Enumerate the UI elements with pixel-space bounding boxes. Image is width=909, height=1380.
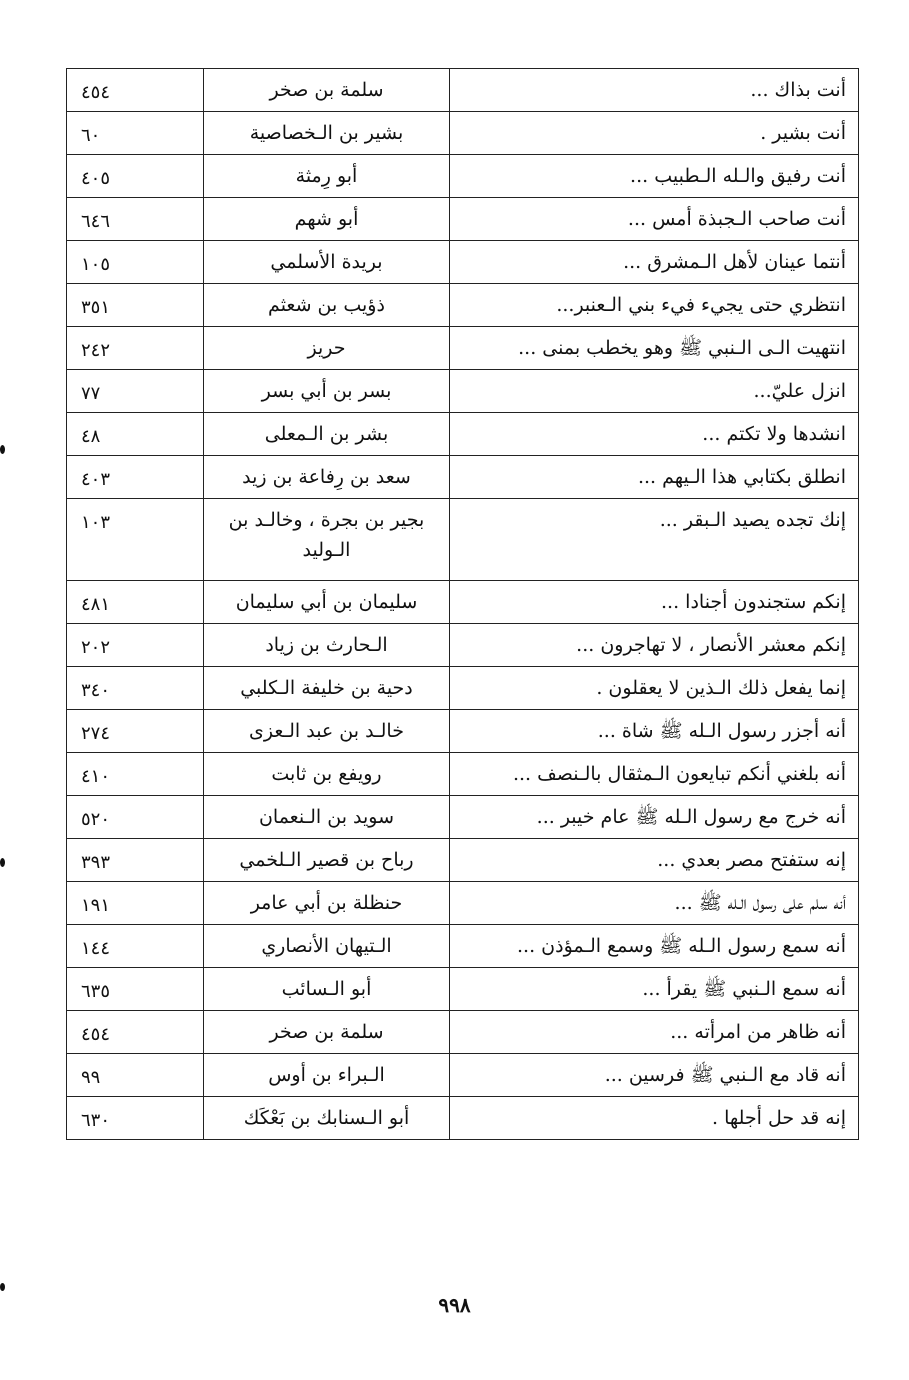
page-reference: ٤٨١ bbox=[67, 581, 204, 624]
table-row bbox=[67, 667, 859, 710]
narrator-name: رباح بن قصير الـلخمي bbox=[204, 839, 450, 882]
hadith-opening-text: أنه أجزر رسول الـله ﷺ شاة ... bbox=[450, 710, 859, 753]
margin-ink-dot bbox=[0, 858, 5, 867]
narrator-name: أبو شهم bbox=[204, 198, 450, 241]
table-row bbox=[67, 198, 859, 241]
page-reference: ٥٢٠ bbox=[67, 796, 204, 839]
hadith-opening-text: أنه ظاهر من امرأته ... bbox=[450, 1011, 859, 1054]
hadith-opening-text: أنت بشير . bbox=[450, 112, 859, 155]
table-row bbox=[67, 1097, 859, 1140]
page-reference: ٤٥٤ bbox=[67, 69, 204, 112]
narrator-name: أبو رِمثة bbox=[204, 155, 450, 198]
page-reference: ٤٨ bbox=[67, 413, 204, 456]
hadith-opening-text: أنه سمع الـنبي ﷺ يقرأ ... bbox=[450, 968, 859, 1011]
page-reference: ٤٠٣ bbox=[67, 456, 204, 499]
hadith-opening-text: أنه خرج مع رسول الـله ﷺ عام خيبر ... bbox=[450, 796, 859, 839]
table-row bbox=[67, 284, 859, 327]
page-number: ٩٩٨ bbox=[438, 1293, 471, 1317]
narrator-name: الـتيهان الأنصاري bbox=[204, 925, 450, 968]
table-body bbox=[67, 69, 859, 1140]
narrator-name: سويد بن الـنعمان bbox=[204, 796, 450, 839]
hadith-opening-text: أنه بلغني أنكم تبايعون الـمثقال بالـنصف ... bbox=[450, 753, 859, 796]
hadith-opening-text: أنت صاحب الـجبذة أمس ... bbox=[450, 198, 859, 241]
page-reference: ٧٧ bbox=[67, 370, 204, 413]
page-reference: ٣٥١ bbox=[67, 284, 204, 327]
page-reference: ١٤٤ bbox=[67, 925, 204, 968]
narrator-name: سعد بن رِفاعة بن زيد bbox=[204, 456, 450, 499]
page-reference: ٦٤٦ bbox=[67, 198, 204, 241]
hadith-opening-text: إنكم ستجندون أجنادا ... bbox=[450, 581, 859, 624]
table-row bbox=[67, 624, 859, 667]
narrator-name: خالـد بن عبد الـعزى bbox=[204, 710, 450, 753]
narrator-name: دحية بن خليفة الـكلبي bbox=[204, 667, 450, 710]
hadith-opening-text: انشدها ولا تكتم ... bbox=[450, 413, 859, 456]
page-reference: ٩٩ bbox=[67, 1054, 204, 1097]
hadith-opening-text: إنكم معشر الأنصار ، لا تهاجرون ... bbox=[450, 624, 859, 667]
table-row bbox=[67, 753, 859, 796]
table-row bbox=[67, 968, 859, 1011]
hadith-opening-text: أنه سمع رسول الـله ﷺ وسمع الـمؤذن ... bbox=[450, 925, 859, 968]
table-row bbox=[67, 155, 859, 198]
narrator-name: رويفع بن ثابت bbox=[204, 753, 450, 796]
hadith-opening-text: أنتما عينان لأهل الـمشرق ... bbox=[450, 241, 859, 284]
hadith-opening-text: إنك تجده يصيد الـبقر ... bbox=[450, 499, 859, 581]
hadith-opening-text: انتظري حتى يجيء فيء بني الـعنبر... bbox=[450, 284, 859, 327]
table-row bbox=[67, 882, 859, 925]
page-reference: ٦٣٥ bbox=[67, 968, 204, 1011]
table-row bbox=[67, 241, 859, 284]
table-row bbox=[67, 327, 859, 370]
page-reference: ٢٤٢ bbox=[67, 327, 204, 370]
narrator-name: حنظلة بن أبي عامر bbox=[204, 882, 450, 925]
table-row bbox=[67, 370, 859, 413]
hadith-opening-text: انزل عليّ... bbox=[450, 370, 859, 413]
page-reference: ٦٣٠ bbox=[67, 1097, 204, 1140]
page-reference: ٢٠٢ bbox=[67, 624, 204, 667]
table-row bbox=[67, 796, 859, 839]
hadith-opening-text: أنه قاد مع الـنبي ﷺ فرسين ... bbox=[450, 1054, 859, 1097]
page-reference: ٤٥٤ bbox=[67, 1011, 204, 1054]
table-row bbox=[67, 1054, 859, 1097]
narrator-name: ذؤيب بن شعثم bbox=[204, 284, 450, 327]
narrator-name: بشر بن الـمعلى bbox=[204, 413, 450, 456]
page-reference: ٦٠ bbox=[67, 112, 204, 155]
table-row bbox=[67, 1011, 859, 1054]
hadith-opening-text: إنما يفعل ذلك الـذين لا يعقلون . bbox=[450, 667, 859, 710]
narrator-name: أبو الـسائب bbox=[204, 968, 450, 1011]
narrator-name: الـحارث بن زياد bbox=[204, 624, 450, 667]
table-row bbox=[67, 112, 859, 155]
hadith-opening-text: أنت بذاك ... bbox=[450, 69, 859, 112]
page-reference: ١٠٥ bbox=[67, 241, 204, 284]
narrator-name: سليمان بن أبي سليمان bbox=[204, 581, 450, 624]
narrator-name: أبو الـسنابك بن بَعْكَك bbox=[204, 1097, 450, 1140]
hadith-opening-text: انطلق بكتابي هذا الـيهم ... bbox=[450, 456, 859, 499]
page-reference: ٤١٠ bbox=[67, 753, 204, 796]
page-reference: ٣٤٠ bbox=[67, 667, 204, 710]
hadith-opening-text: انتهيت الـى الـنبي ﷺ وهو يخطب بمنى ... bbox=[450, 327, 859, 370]
table-row bbox=[67, 839, 859, 882]
hadith-opening-text: أنت رفيق والـله الـطبيب ... bbox=[450, 155, 859, 198]
page-reference: ٤٠٥ bbox=[67, 155, 204, 198]
table-row bbox=[67, 413, 859, 456]
narrator-name: سلمة بن صخر bbox=[204, 1011, 450, 1054]
page-reference: ١٩١ bbox=[67, 882, 204, 925]
table-row bbox=[67, 925, 859, 968]
narrator-name: بسر بن أبي بسر bbox=[204, 370, 450, 413]
margin-ink-dot bbox=[0, 445, 5, 454]
page-reference: ١٠٣ bbox=[67, 499, 204, 581]
page-reference: ٢٧٤ bbox=[67, 710, 204, 753]
table-row bbox=[67, 581, 859, 624]
narrator-name: بشير بن الـخصاصية bbox=[204, 112, 450, 155]
narrator-name: بريدة الأسلمي bbox=[204, 241, 450, 284]
hadith-opening-text: أنه سلم على رسول الـله ﷺ ... bbox=[450, 882, 859, 925]
margin-ink-dot bbox=[0, 1283, 5, 1291]
narrator-name: سلمة بن صخر bbox=[204, 69, 450, 112]
hadith-opening-text: إنه قد حل أجلها . bbox=[450, 1097, 859, 1140]
narrator-name: الـبراء بن أوس bbox=[204, 1054, 450, 1097]
page-reference: ٣٩٣ bbox=[67, 839, 204, 882]
table-row bbox=[67, 499, 859, 581]
table-row bbox=[67, 69, 859, 112]
narrator-name: بجير بن بجرة ، وخالـد بن الـوليد bbox=[204, 499, 450, 581]
hadith-index-table bbox=[66, 68, 859, 1140]
hadith-opening-text: إنه ستفتح مصر بعدي ... bbox=[450, 839, 859, 882]
table-row bbox=[67, 710, 859, 753]
narrator-name: حريز bbox=[204, 327, 450, 370]
table-row bbox=[67, 456, 859, 499]
